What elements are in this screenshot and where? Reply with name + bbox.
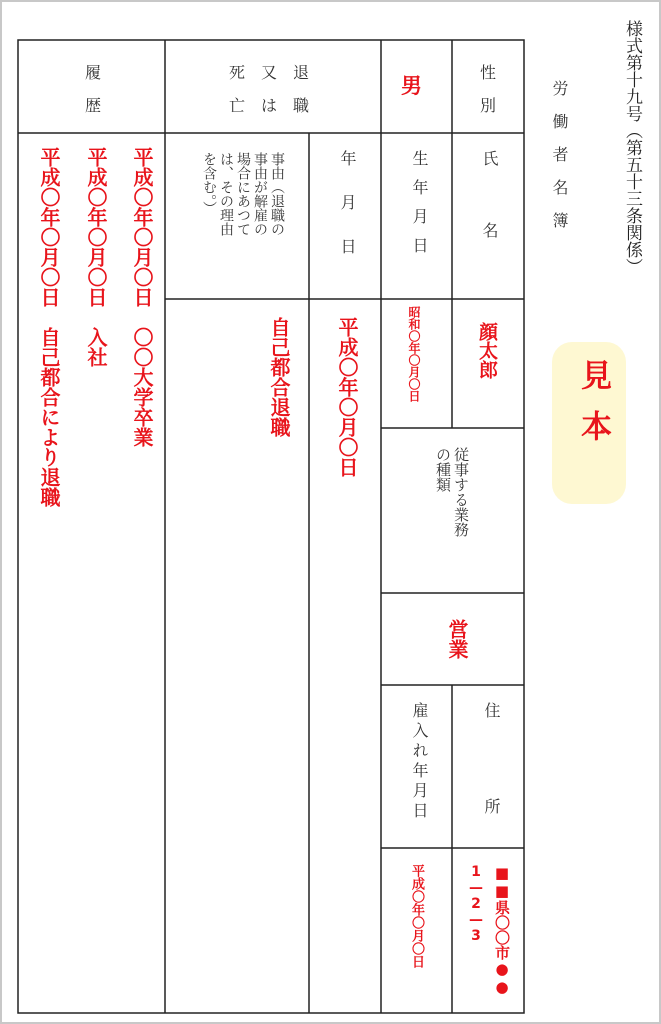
address-value-2: 1—2—3: [468, 864, 484, 944]
sample-stamp-text: 見本: [575, 359, 611, 461]
job-label-1: 従事する業務: [452, 447, 470, 537]
retire-reason-value: 自己都合退職: [267, 317, 291, 437]
reason-label-4: は、その理由: [218, 152, 234, 236]
reason-label-2: 事由が解雇の: [252, 152, 268, 236]
address-value-1: ■■県〇〇市●●: [493, 864, 511, 996]
name-label: 氏 名: [480, 150, 499, 246]
form-title: 労働者名簿: [550, 80, 569, 245]
history-label-1: 履: [85, 63, 102, 82]
history-entry-2: 平成〇年〇月〇日 入社: [84, 147, 108, 367]
form-number: 様式第十九号（第五十三条関係）: [622, 20, 642, 275]
reason-label-5: を含む。）: [201, 152, 217, 215]
history-entry-3: 平成〇年〇月〇日 自己都合により退職: [37, 147, 61, 507]
death-retire-label-2: 亡 は 職: [229, 96, 310, 115]
history-entry-1: 平成〇年〇月〇日 〇〇大学卒業: [130, 147, 154, 447]
retire-date-value: 平成〇年〇月〇日: [335, 317, 359, 477]
history-label-2: 歴: [85, 96, 102, 115]
name-value: 顔太郎: [476, 322, 498, 379]
gender-label-2: 別: [480, 96, 497, 115]
birth-date-label: 生年月日: [410, 150, 429, 266]
death-retire-label-1: 死 又 退: [229, 63, 310, 82]
job-label-2: の種類: [434, 447, 452, 492]
reason-label-3: 場合にあつて: [235, 152, 251, 236]
address-label: 住 所: [482, 702, 501, 822]
reason-label-1: 事由（退職の: [269, 152, 285, 236]
birth-date-value: 昭和〇年〇月〇日: [407, 306, 421, 402]
date-label: 年 月 日: [338, 150, 357, 260]
hire-date-label: 雇入れ年月日: [410, 702, 429, 822]
hire-date-value: 平成〇年〇月〇日: [409, 864, 424, 968]
gender-label-1: 性: [480, 63, 497, 82]
job-value: 営業: [445, 619, 469, 659]
gender-value: 男: [401, 74, 422, 98]
